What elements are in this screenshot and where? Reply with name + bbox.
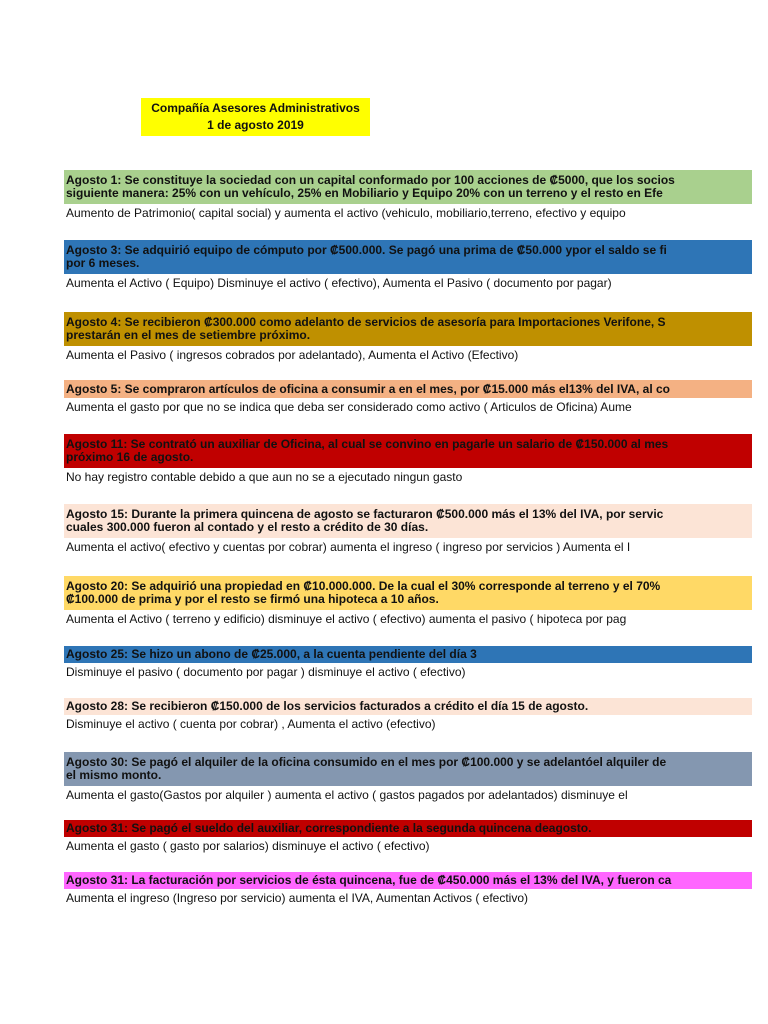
transaction-entry-aug-5 [64,380,752,415]
transaction-heading-text: Agosto 3: Se adquirió equipo de cómputo por ₡500.000. Se pagó una prima de ₡50.000 ypor el saldo se fi por 6 meses. [66,244,667,270]
transaction-entry-aug-4 [64,312,752,363]
transaction-entry-aug-20 [64,576,752,627]
transaction-entry-aug-15 [64,504,752,555]
transaction-heading-text: Agosto 20: Se adquirió una propiedad en ₡10.000.000. De la cual el 30% corresponde al terreno y el 70% ₡100.000 de prima y por el resto se firmó una hipoteca a 10 años. [66,580,661,606]
transaction-entry-aug-28 [64,698,752,732]
company-name: Compañía Asesores Administrativos [151,101,360,115]
transaction-description: Aumenta el gasto(Gastos por alquiler ) aumenta el activo ( gastos pagados por adelantados) disminuye el [66,788,628,802]
document-date: 1 de agosto 2019 [207,118,304,132]
transaction-entry-aug-31-billing [64,872,752,906]
transaction-description: Aumenta el gasto ( gasto por salarios) disminuye el activo ( efectivo) [66,839,430,853]
transaction-heading [64,698,752,715]
transaction-heading-text: Agosto 4: Se recibieron ₡300.000 como adelanto de servicios de asesoría para Importaciones Verifone, S prestarán en el mes de setiembre próximo. [66,316,666,342]
transaction-heading [64,752,752,786]
transaction-entry-aug-1 [64,170,752,221]
transaction-description: Aumenta el ingreso (Ingreso por servicio) aumenta el IVA, Aumentan Activos ( efectivo) [66,891,528,905]
transaction-entry-aug-31-salary [64,820,752,854]
transaction-description: Disminuye el activo ( cuenta por cobrar) , Aumenta el activo (efectivo) [66,717,436,731]
transaction-heading [64,380,752,398]
transaction-description: Aumento de Patrimonio( capital social) y aumenta el activo (vehiculo, mobiliario,terreno, efectivo y equipo [66,206,626,220]
transaction-entry-aug-3 [64,240,752,291]
transaction-heading [64,434,752,468]
transaction-heading [64,872,752,889]
transaction-heading-text: Agosto 31: La facturación por servicios de ésta quincena, fue de ₡450.000 más el 13% del IVA, y fueron ca [66,874,672,887]
transaction-entry-aug-11 [64,434,752,485]
transaction-heading [64,646,752,663]
transaction-heading-text: Agosto 15: Durante la primera quincena de agosto se facturaron ₡500.000 más el 13% del IVA, por servic cuales 300.000 fueron al contado y el resto a crédito de 30 días. [66,508,664,534]
transaction-heading [64,170,752,204]
transaction-heading [64,576,752,610]
transaction-description: No hay registro contable debido a que aun no se a ejecutado ningun gasto [66,470,463,484]
document-title-box [141,98,370,136]
transaction-description: Aumenta el Activo ( terreno y edificio) disminuye el activo ( efectivo) aumenta el pasivo ( hipoteca por pag [66,612,627,626]
transaction-description: Aumenta el Activo ( Equipo) Disminuye el activo ( efectivo), Aumenta el Pasivo ( documento por pagar) [66,276,612,290]
transaction-heading-text: Agosto 30: Se pagó el alquiler de la oficina consumido en el mes por ₡100.000 y se adelantóel alquiler de el mismo monto. [66,756,667,782]
transaction-description: Aumenta el gasto por que no se indica que deba ser considerado como activo ( Articulos de Oficina) Aume [66,400,632,414]
transaction-heading-text: Agosto 28: Se recibieron ₡150.000 de los servicios facturados a crédito el día 15 de agosto. [66,700,589,713]
transaction-heading [64,820,752,837]
transaction-heading [64,312,752,346]
transaction-heading [64,240,752,274]
transaction-heading-text: Agosto 1: Se constituye la sociedad con un capital conformado por 100 acciones de ₡5000, que los socios siguiente manera: 25% con un vehículo, 25% en Mobiliario y Equipo 20% con un terreno y el resto en Efe [66,174,675,200]
transaction-description: Disminuye el pasivo ( documento por pagar ) disminuye el activo ( efectivo) [66,665,466,679]
transaction-entry-aug-25 [64,646,752,680]
transaction-heading-text: Agosto 31: Se pagó el sueldo del auxiliar, correspondiente a la segunda quincena deagosto. [66,822,592,835]
transaction-description: Aumenta el Pasivo ( ingresos cobrados por adelantado), Aumenta el Activo (Efectivo) [66,348,519,362]
transaction-heading-text: Agosto 11: Se contrató un auxiliar de Oficina, al cual se convino en pagarle un salario de ₡150.000 al mes próximo 16 de agosto. [66,438,669,464]
transaction-entry-aug-30 [64,752,752,803]
transaction-description: Aumenta el activo( efectivo y cuentas por cobrar) aumenta el ingreso ( ingreso por servicios ) Aumenta el I [66,540,631,554]
transaction-heading-text: Agosto 5: Se compraron artículos de oficina a consumir a en el mes, por ₡15.000 más el13% del IVA, al co [66,383,670,396]
transaction-heading [64,504,752,538]
transaction-heading-text: Agosto 25: Se hizo un abono de ₡25.000, a la cuenta pendiente del día 3 [66,648,477,661]
